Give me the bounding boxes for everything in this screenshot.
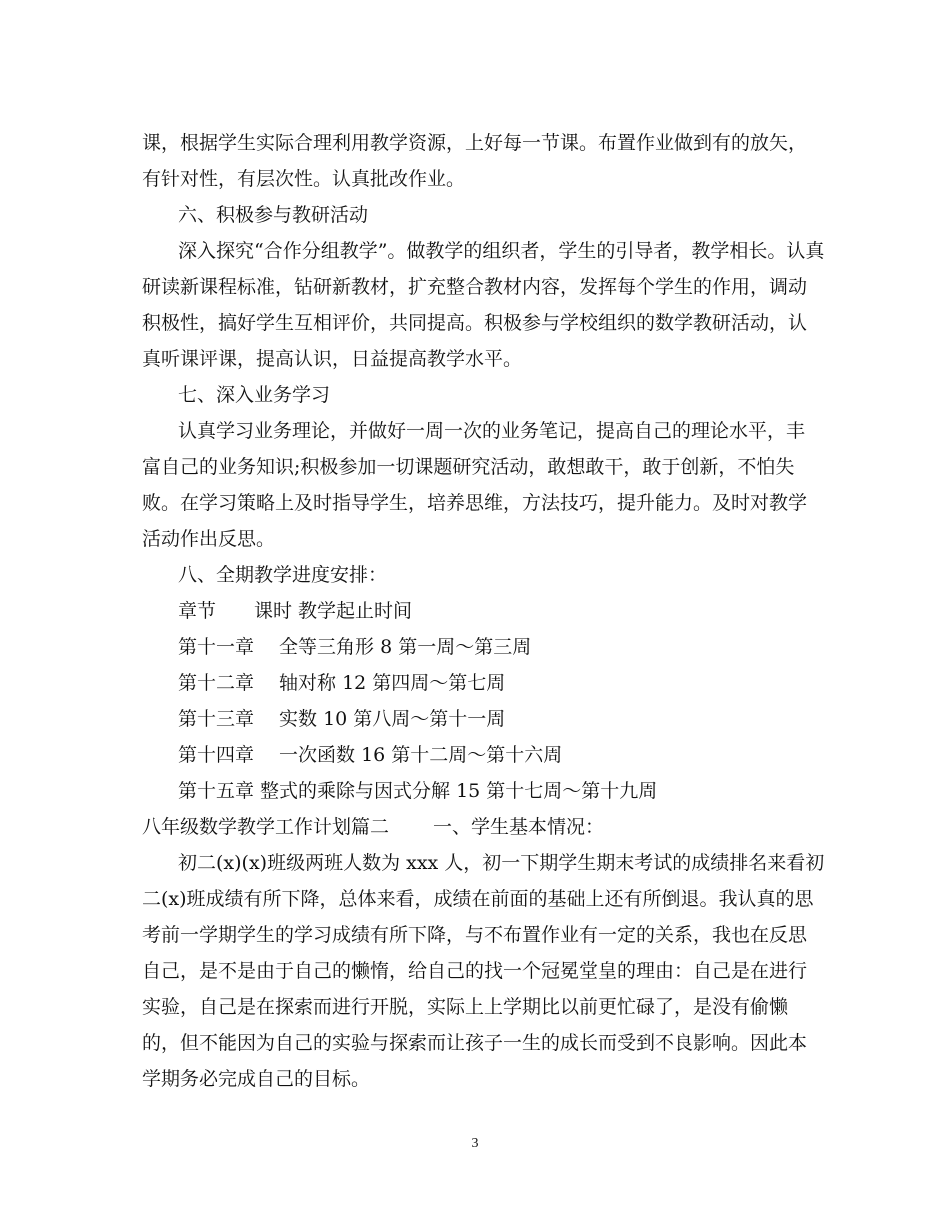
paragraph-line: 富自己的业务知识;积极参加一切课题研究活动，敢想敢干，敢于创新，不怕失 — [142, 456, 795, 478]
schedule-header: 章节 课时 教学起止时间 — [178, 600, 413, 622]
paragraph-line: 的，但不能因为自己的实验与探索而让孩子一生的成长而受到不良影响。因此本 — [142, 1032, 808, 1054]
paragraph-line: 课，根据学生实际合理利用教学资源，上好每一节课。布置作业做到有的放矢， — [142, 132, 808, 154]
section-heading: 七、深入业务学习 — [178, 384, 331, 406]
paragraph-line: 研读新课程标准，钻研新教材，扩充整合教材内容，发挥每个学生的作用，调动 — [142, 276, 808, 298]
schedule-row: 第十五章 整式的乘除与因式分解 15 第十七周～第十九周 — [178, 780, 658, 802]
paragraph-line: 深入探究“合作分组教学”。做教学的组织者，学生的引导者，教学相长。认真 — [178, 240, 825, 262]
paragraph-line: 初二(x)(x)班级两班人数为 xxx 人，初一下期学生期末考试的成绩排名来看初 — [178, 852, 825, 874]
paragraph-line: 真听课评课，提高认识，日益提高教学水平。 — [142, 348, 523, 370]
schedule-row: 第十三章 实数 10 第八周～第十一周 — [178, 708, 506, 730]
section-heading: 六、积极参与教研活动 — [178, 204, 369, 226]
page-number: 3 — [471, 1136, 479, 1151]
paragraph-line: 考前一学期学生的学习成绩有所下降，与不布置作业有一定的关系，我也在反思 — [142, 924, 808, 946]
schedule-row: 第十二章 轴对称 12 第四周～第七周 — [178, 672, 506, 694]
section-heading: 八、全期教学进度安排： — [178, 564, 388, 586]
schedule-row: 第十四章 一次函数 16 第十二周～第十六周 — [178, 744, 563, 766]
paragraph-line: 活动作出反思。 — [142, 528, 276, 550]
paragraph-line: 自己，是不是由于自己的懒惰，给自己的找一个冠冕堂皇的理由：自己是在进行 — [142, 960, 808, 982]
paragraph-line: 认真学习业务理论，并做好一周一次的业务笔记，提高自己的理论水平，丰 — [178, 420, 806, 442]
paragraph-line: 二(x)班成绩有所下降，总体来看，成绩在前面的基础上还有所倒退。我认真的思 — [142, 888, 814, 910]
paragraph-line: 积极性，搞好学生互相评价，共同提高。积极参与学校组织的数学教研活动，认 — [142, 312, 808, 334]
paragraph-line: 有针对性，有层次性。认真批改作业。 — [142, 168, 466, 190]
paragraph-line: 学期务必完成自己的目标。 — [142, 1068, 371, 1090]
paragraph-line: 实验，自己是在探索而进行开脱，实际上上学期比以前更忙碌了，是没有偷懒 — [142, 996, 789, 1018]
schedule-row: 第十一章 全等三角形 8 第一周～第三周 — [178, 636, 532, 658]
paragraph-line: 败。在学习策略上及时指导学生，培养思维，方法技巧，提升能力。及时对教学 — [142, 492, 808, 514]
section-title: 八年级数学教学工作计划篇二 一、学生基本情况： — [142, 816, 605, 838]
